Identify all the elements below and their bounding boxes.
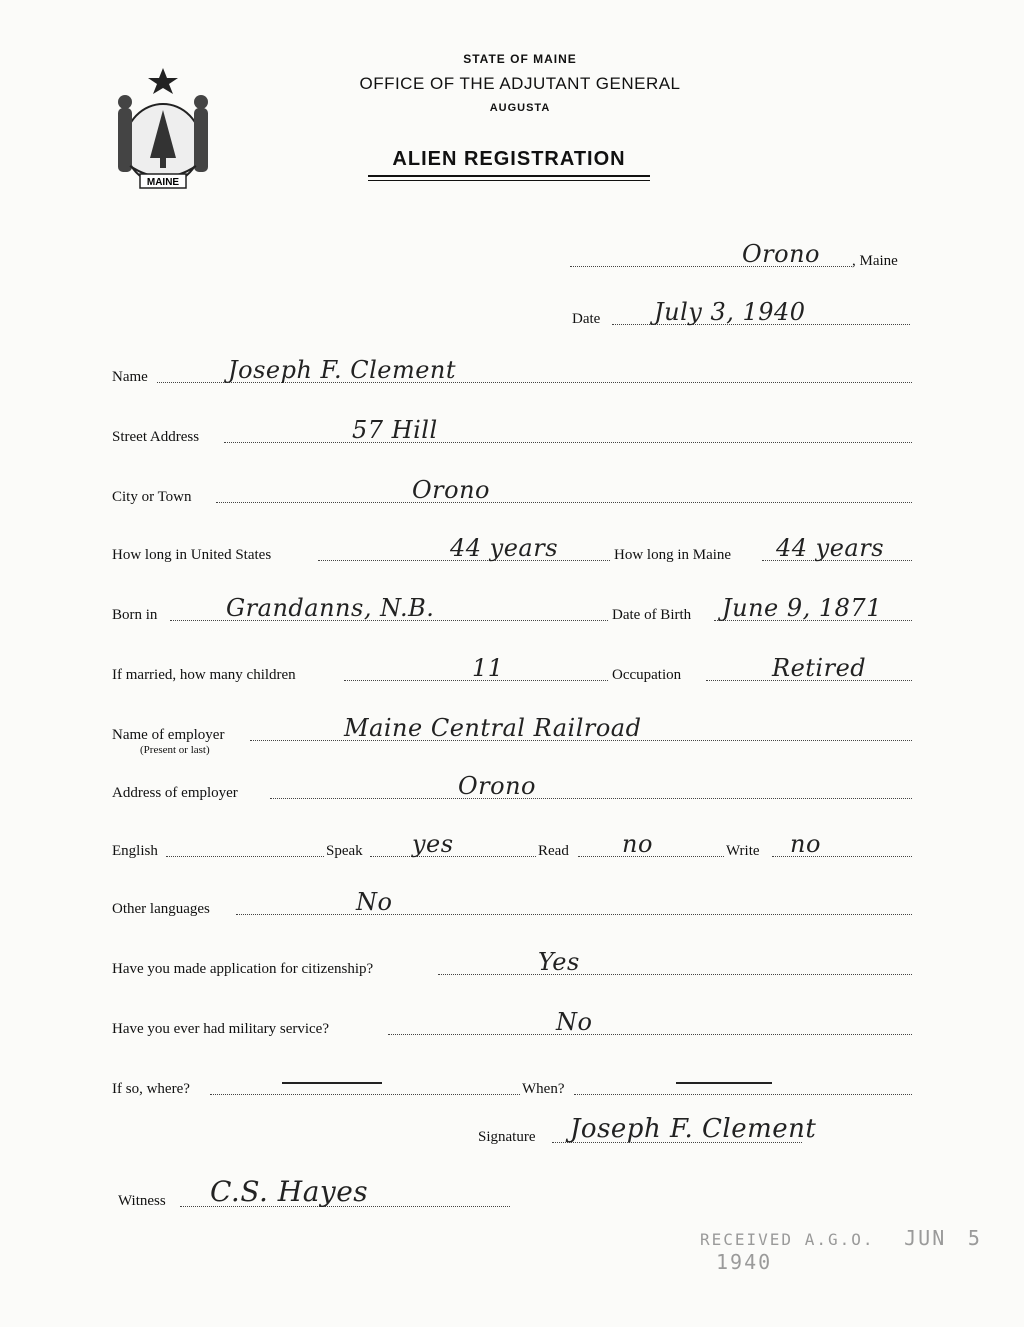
military-value: No xyxy=(556,1008,593,1036)
when-dash xyxy=(676,1082,772,1084)
svg-text:MAINE: MAINE xyxy=(146,177,180,188)
city-row xyxy=(112,476,912,508)
employer-row xyxy=(112,714,912,746)
signature-label: Signature xyxy=(478,1129,536,1145)
when-label: When? xyxy=(522,1081,565,1097)
military-label: Have you ever had military service? xyxy=(112,1021,329,1037)
speak-value: yes xyxy=(412,830,454,858)
born-label: Born in xyxy=(112,607,158,623)
employer-address-label: Address of employer xyxy=(112,785,238,801)
stamp-text: RECEIVED A.G.O. xyxy=(700,1230,875,1249)
witness-label: Witness xyxy=(118,1193,166,1209)
other-languages-row xyxy=(112,888,912,920)
name-row xyxy=(112,356,912,388)
write-label: Write xyxy=(726,843,760,859)
employer-address-row xyxy=(112,772,912,804)
date-value: July 3, 1940 xyxy=(654,298,806,326)
children-value: 11 xyxy=(472,654,504,682)
write-value: no xyxy=(790,830,821,858)
where-label: If so, where? xyxy=(112,1081,190,1097)
maine-seal-icon xyxy=(110,66,216,192)
place-value: Orono xyxy=(742,240,821,268)
signature-value: Joseph F. Clement xyxy=(570,1114,817,1144)
witness-value: C.S. Hayes xyxy=(210,1175,369,1208)
stamp-day: 5 xyxy=(967,1226,982,1250)
military-row xyxy=(112,1008,912,1040)
employer-address-value: Orono xyxy=(458,772,537,800)
date-row xyxy=(570,298,912,330)
date-label: Date xyxy=(572,311,601,327)
read-value: no xyxy=(622,830,653,858)
office-heading: OFFICE OF THE ADJUTANT GENERAL xyxy=(359,74,681,93)
employer-sublabel: (Present or last) xyxy=(140,744,210,756)
maine-years-value: 44 years xyxy=(776,534,885,562)
citizenship-row xyxy=(112,948,912,980)
stamp-year: 1940 xyxy=(716,1250,773,1274)
form-title: ALIEN REGISTRATION xyxy=(368,148,650,177)
where-dash xyxy=(282,1082,382,1084)
citizenship-value: Yes xyxy=(538,948,580,976)
other-languages-value: No xyxy=(356,888,393,916)
english-row xyxy=(112,830,912,862)
stamp-month: JUN xyxy=(904,1226,947,1250)
street-row xyxy=(112,416,912,448)
employer-label: Name of employer xyxy=(112,727,225,743)
place-suffix: , Maine xyxy=(852,253,898,269)
other-languages-label: Other languages xyxy=(112,901,210,917)
english-label: English xyxy=(112,843,158,859)
children-label: If married, how many children xyxy=(112,667,296,683)
signature-row xyxy=(478,1114,918,1148)
city-label: City or Town xyxy=(112,489,192,505)
years-row xyxy=(112,534,912,566)
citizenship-label: Have you made application for citizenship? xyxy=(112,961,374,977)
witness-row xyxy=(118,1175,518,1212)
us-years-value: 44 years xyxy=(450,534,559,562)
city-value: Orono xyxy=(412,476,491,504)
children-row xyxy=(112,654,912,686)
employer-value: Maine Central Railroad xyxy=(344,714,642,742)
read-label: Read xyxy=(538,843,569,859)
maine-years-label: How long in Maine xyxy=(614,547,732,563)
street-label: Street Address xyxy=(112,429,200,445)
street-value: 57 Hill xyxy=(352,416,438,444)
birth-row xyxy=(112,594,912,626)
name-value: Joseph F. Clement xyxy=(228,356,457,384)
occupation-value: Retired xyxy=(772,654,867,682)
where-row xyxy=(112,1072,912,1100)
city-heading: AUGUSTA xyxy=(489,102,551,114)
place-row xyxy=(570,240,912,272)
name-label: Name xyxy=(112,369,148,385)
born-value: Grandanns, N.B. xyxy=(226,594,435,622)
speak-label: Speak xyxy=(326,843,363,859)
us-years-label: How long in United States xyxy=(112,547,272,563)
received-stamp xyxy=(700,1226,1024,1274)
occupation-label: Occupation xyxy=(612,667,682,683)
dob-label: Date of Birth xyxy=(612,607,692,623)
dob-value: June 9, 1871 xyxy=(722,594,882,622)
state-heading: STATE OF MAINE xyxy=(463,52,577,66)
